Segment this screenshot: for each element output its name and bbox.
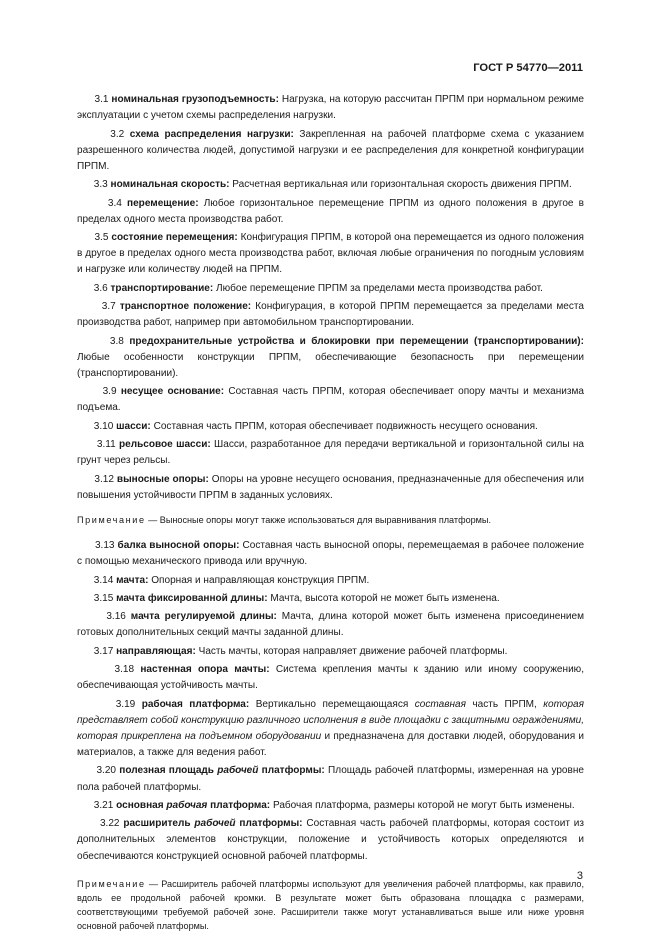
definition-text: Закрепленная на рабочей платформе схема с указанием разрешенного количества людей, допустимой нагрузки и ее распределения для конкретной конфигурации ПРПМ. [77,128,585,172]
definition-text: Составная часть выносной опоры, перемещаемая в рабочее положение с помощью механического привода или вручную. [77,540,585,568]
definition-term: настенная опора мачты: [140,664,270,675]
definition-term: транспортное положение: [119,301,252,312]
definition-text: Площадь рабочей платформы, измеренная на уровне пола рабочей платформы. [77,765,584,793]
definition-number: 3.5 [94,232,109,243]
definition-number: 3.13 [94,540,115,552]
definition-term: мачта регулируемой длины: [130,611,277,623]
definition-text: Любое горизонтальное перемещение ПРПМ из одного положения в другое в пределах одного места производства работ. [77,197,584,225]
definition-number: 3.12 [94,473,114,485]
definition-term: состояние перемещения: [111,232,238,243]
definition-item [77,281,584,297]
note-label: Примечание [77,514,146,525]
definition-number: 3.1 [94,94,109,105]
definition-text: Мачта, длина которой может быть изменена присоединением готовых дополнительных секций мачты заданной длины. [77,611,584,639]
definition-item [77,662,584,694]
definition-term: перемещение: [127,197,199,209]
definition-item [77,644,584,660]
definition-text: Часть мачты, которая направляет движение рабочей платформы. [195,645,508,657]
definition-item [77,437,584,469]
definition-term: рельсовое шасси: [118,439,211,450]
definition-item [77,609,584,641]
definition-term: мачта фиксированной длины: [116,592,268,604]
definition-text: Мачта, высота которой не может быть изменена. [267,592,500,604]
note-text: — Расширитель рабочей платформы используют для увеличения рабочей платформы, как правило, вдоль ее продольной рабочей кромки. В результате может быть образована площадка с размерами, соответствующими требуемой рабочей зоне. Расширители также могут устанавливаться выше или ниже уровня основной рабочей платформы. [77,878,584,932]
definition-number: 3.15 [93,592,114,604]
definition-item [77,419,584,435]
definition-text: и предназначена для доставки людей, оборудования и материалов, а также для ведения работ. [77,730,584,759]
definition-item [77,573,584,589]
definition-item [77,538,584,570]
definition-number: 3.8 [109,335,124,347]
definition-3-19 [77,697,584,762]
definition-term: мачта: [116,574,149,586]
definition-item [77,196,584,228]
definition-number: 3.7 [101,301,116,312]
definitions-section [77,92,584,945]
definition-text: часть ПРПМ, [465,698,544,710]
definition-term: балка выносной опоры: [117,540,240,552]
definition-number: 3.19 [115,698,136,710]
definition-number: 3.3 [93,179,108,191]
note-text: — Выносные опоры могут также использоваться для выравнивания платформы. [145,514,491,525]
definition-item [77,472,584,504]
definition-text: Вертикально перемещающаяся [249,698,415,710]
definition-text: Конфигурация ПРПМ, в которой она перемещается из одного положения в другое в пределах одного места производства работ, включая любые ограничения по погодным условиям и нагрузке или количеству людей на ПРПМ. [77,232,584,276]
definition-number: 3.10 [93,420,114,432]
definition-term: направляющая: [116,645,196,657]
definition-text: Составная часть ПРПМ, которая обеспечивает опору мачты и механизма подъема. [77,386,585,414]
definition-text: Рабочая платформа, размеры которой не могут быть изменены. [270,799,575,811]
definition-term: номинальная грузоподъемность: [111,94,279,105]
definition-item [77,299,584,331]
definition-text: Опоры на уровне несущего основания, предназначенные для обеспечения или повышения устойчивости ПРПМ в заданных условиях. [77,473,584,501]
document-id: ГОСТ Р 54770—2011 [473,62,583,74]
definition-term: основная рабочая платформа: [116,799,271,811]
definition-term: несущее основание: [120,386,225,398]
definition-number: 3.21 [93,799,114,811]
note-label: Примечание [77,878,146,889]
definition-number: 3.17 [93,645,114,657]
definition-text: Любое перемещение ПРПМ за пределами места производства работ. [213,282,543,294]
definition-number: 3.2 [110,128,125,140]
definition-item [77,92,584,124]
definition-text-italic: которая представляет собой конструкцию различного исполнения в виде площадки с защитными ограждениями, которая прикреплена на подъемном оборудовании [77,698,585,742]
definition-number: 3.9 [102,386,117,398]
definition-text: Конфигурация, в которой ПРПМ перемещается за пределами места производства работ, например при автомобильном транспортировании. [77,301,584,329]
definition-item [77,384,584,416]
definition-number: 3.22 [99,818,120,830]
definitions-list-1 [77,92,584,504]
definition-text: Шасси, разработанное для передачи вертикальной и горизонтальной силы на грунт через рельсы. [77,439,584,467]
page-number: 3 [576,870,583,882]
definition-number: 3.6 [93,282,108,294]
definition-text: Расчетная вертикальная или горизонтальная скорость движения ПРПМ. [229,179,572,191]
definition-3-22 [77,816,584,865]
definition-number: 3.11 [96,439,116,450]
definition-item [77,230,584,279]
definition-text: Любые особенности конструкции ПРПМ, обеспечивающие безопасность при перемещении (транспортировании). [77,351,584,379]
definition-number: 3.14 [93,574,114,586]
definition-item [77,177,584,193]
definition-3-21 [77,798,584,814]
definition-text: Опорная и направляющая конструкция ПРПМ. [148,574,370,586]
definitions-list-2 [77,538,584,694]
definition-item [77,127,584,176]
definition-text: Составная часть ПРПМ, которая обеспечивает подвижность несущего основания. [150,420,538,432]
definition-number: 3.18 [114,664,135,675]
definition-text: Система крепления мачты к зданию или иному сооружению, обеспечивающая устойчивость мачты. [77,664,585,692]
note-2 [77,877,584,934]
definition-number: 3.20 [96,765,116,777]
definition-term: схема распределения нагрузки: [129,128,294,140]
definition-text-italic: составная [414,698,466,710]
definition-item [77,334,584,383]
definition-text: Составная часть рабочей платформы, которая состоит из дополнительных элементов конструкции, положение и устойчивость которых определяются и обеспечиваются конструкцией основной рабочей платформы. [77,818,585,862]
definition-term: транспортирование: [110,282,214,294]
definition-text: Нагрузка, на которую рассчитан ПРПМ при нормальном режиме эксплуатации с учетом схемы распределения нагрузки. [77,94,584,122]
definition-item [77,591,584,607]
definition-term: рабочая платформа: [141,698,250,710]
definition-term: шасси: [116,420,151,432]
definition-3-20 [77,763,584,795]
definition-number: 3.4 [107,197,122,209]
definition-term: расширитель рабочей платформы: [123,818,303,830]
definition-number: 3.16 [106,611,126,623]
note-1 [77,513,584,527]
definition-term: полезная площадь рабочей платформы: [119,765,325,777]
definition-term: предохранительные устройства и блокировки при перемещении (транспортировании): [129,335,585,347]
definition-term: номинальная скорость: [110,179,230,191]
definition-term: выносные опоры: [116,473,209,485]
